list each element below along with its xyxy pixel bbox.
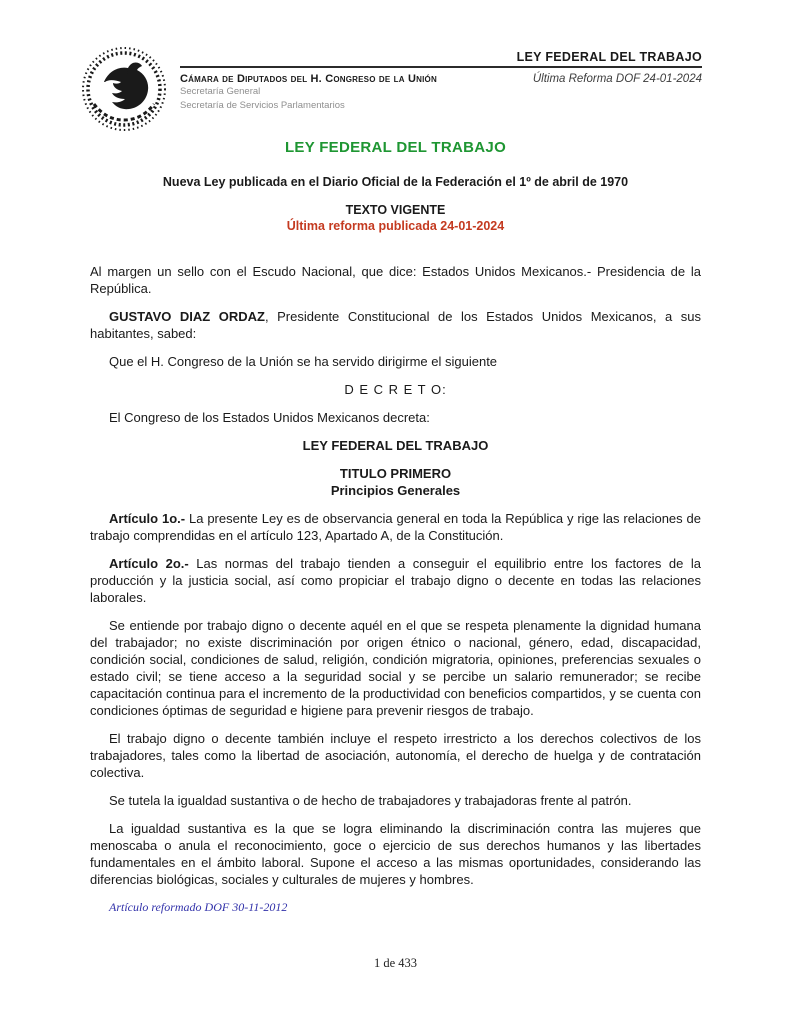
titulo-primero-heading: TITULO PRIMERO bbox=[339, 466, 452, 481]
publication-note: Nueva Ley publicada en el Diario Oficial de la Federación el 1º de abril de 1970 bbox=[162, 175, 629, 189]
decree-text-paragraph bbox=[90, 409, 701, 426]
paragraph-text: Las normas del trabajo tienden a conseguir el equilibrio entre los factores de la producción y la justicia social, así como propiciar el trabajo digno o decente en todas las relaciones laborales. bbox=[90, 556, 702, 605]
margin-seal-paragraph bbox=[90, 263, 701, 297]
law-main-title: LEY FEDERAL DEL TRABAJO bbox=[284, 139, 507, 156]
igualdad-sustantiva-paragraph bbox=[90, 820, 701, 888]
igualdad-tutela-paragraph bbox=[90, 792, 701, 809]
texto-vigente-label: TEXTO VIGENTE bbox=[345, 203, 446, 217]
last-reform-label: Última reforma publicada 24-01-2024 bbox=[286, 219, 505, 233]
president-name: GUSTAVO DIAZ ORDAZ bbox=[109, 309, 265, 324]
paragraph-text: , Presidente Constitucional de los Estados Unidos Mexicanos, a sus habitantes, sabed: bbox=[90, 309, 701, 341]
header-divider bbox=[180, 66, 702, 68]
mexican-coat-of-arms-icon bbox=[76, 44, 172, 132]
secretariat-servicios: Secretaría de Servicios Parlamentarios bbox=[180, 100, 345, 112]
header-doc-title: LEY FEDERAL DEL TRABAJO bbox=[516, 50, 702, 64]
law-title-heading: LEY FEDERAL DEL TRABAJO bbox=[302, 438, 489, 453]
article-number: Artículo 1o.- bbox=[109, 511, 186, 526]
paragraph-text: El Congreso de los Estados Unidos Mexicanos decreta: bbox=[109, 410, 430, 425]
paragraph-text: La igualdad sustantiva es la que se logra eliminando la discriminación contra las mujeres que menoscaba o anula el reconocimiento, goce o ejercicio de sus derechos humanos y las libertades fundamentales en el ámbito laboral. Supone el acceso a las mismas oportunidades, considerando las diferencias biológicas, sociales y culturales de mujeres y hombres. bbox=[90, 821, 701, 887]
paragraph-text: Se entiende por trabajo digno o decente aquél en el que se respeta plenamente la dignidad humana del trabajador; no existe discriminación por origen étnico o nacional, género, edad, discapacidad, condición social, condiciones de salud, religión, condición migratoria, opiniones, preferencias sexuales o estado civil; se tiene acceso a la seguridad social y se percibe un salario remunerador; se recibe capacitación continua para el incremento de la productividad con beneficios compartidos, y se cuenta con condiciones óptimas de seguridad e higiene para prevenir riesgos de trabajo. bbox=[90, 618, 701, 718]
derechos-colectivos-paragraph bbox=[90, 730, 701, 781]
paragraph-text: Que el H. Congreso de la Unión se ha servido dirigirme el siguiente bbox=[109, 354, 498, 369]
page-header bbox=[76, 44, 702, 132]
institution-name: Cámara de Diputados del H. Congreso de la Unión bbox=[180, 73, 437, 85]
trabajo-digno-paragraph bbox=[90, 617, 701, 719]
secretariat-general: Secretaría General bbox=[180, 86, 261, 97]
article-number: Artículo 2o.- bbox=[109, 556, 189, 571]
decree-heading: D E C R E T O: bbox=[344, 382, 447, 397]
page-number: 1 de 433 bbox=[373, 956, 418, 970]
paragraph-text: El trabajo digno o decente también incluye el respeto irrestricto a los derechos colectivos de los trabajadores, tales como la libertad de asociación, autonomía, el derecho de huelga y de contratación colectiva. bbox=[90, 731, 701, 780]
reform-annotation: Artículo reformado DOF 30-11-2012 bbox=[109, 900, 288, 914]
articulo-1o-paragraph bbox=[90, 510, 701, 544]
president-paragraph bbox=[90, 308, 701, 342]
congress-intro-paragraph bbox=[90, 353, 701, 370]
articulo-2o-paragraph bbox=[90, 555, 701, 606]
paragraph-text: La presente Ley es de observancia general en toda la República y rige las relaciones de trabajo comprendidas en el artículo 123, Apartado A, de la Constitución. bbox=[90, 511, 701, 543]
principios-generales-heading: Principios Generales bbox=[330, 483, 461, 498]
header-text-block bbox=[180, 44, 702, 132]
header-meta bbox=[180, 73, 702, 114]
institution-block bbox=[180, 73, 437, 114]
header-reform-note: Última Reforma DOF 24-01-2024 bbox=[532, 73, 702, 85]
document-body bbox=[90, 263, 701, 927]
paragraph-text: Al margen un sello con el Escudo Nacional, que dice: Estados Unidos Mexicanos.- Presidencia de la República. bbox=[90, 264, 701, 296]
title-block bbox=[90, 139, 701, 233]
paragraph-text: Se tutela la igualdad sustantiva o de hecho de trabajadores y trabajadoras frente al patrón. bbox=[109, 793, 632, 808]
